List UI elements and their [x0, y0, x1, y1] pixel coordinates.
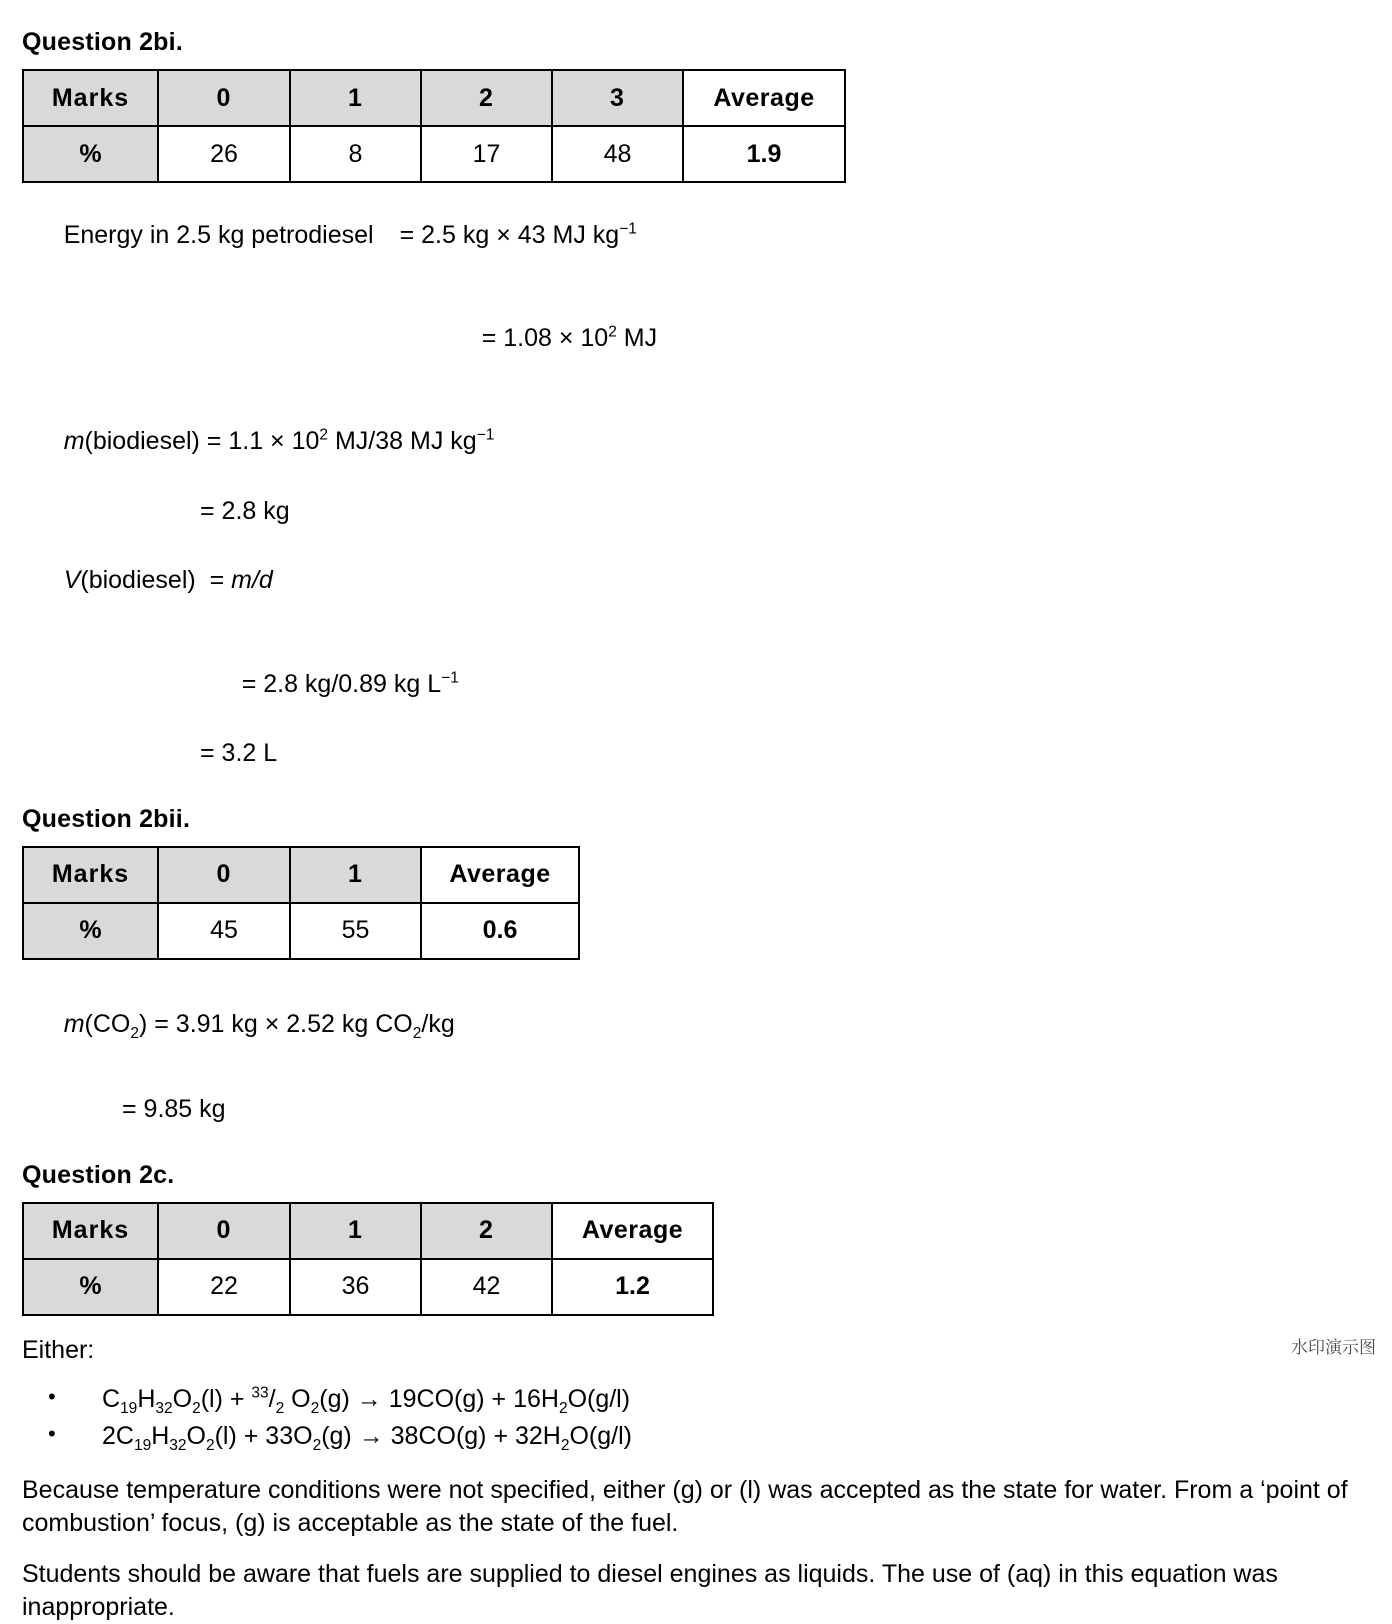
equation-list	[22, 1381, 1370, 1456]
page-title-2bii: Question 2bii.	[22, 804, 191, 833]
eq2-sub1: 19	[133, 1437, 152, 1455]
table-cell-average: 1.9	[683, 126, 845, 182]
eq1-frac-numerator: 33	[251, 1384, 269, 1402]
marks-table-2c	[22, 1202, 714, 1316]
working-value-energy: = 2.5 kg × 43 MJ kg	[399, 220, 620, 249]
eq2-mid5: (g) → 38CO(g) + 32H	[321, 1422, 561, 1451]
eq2-mid1: H	[151, 1422, 170, 1451]
working-volume-expr: (biodiesel) =	[80, 566, 232, 595]
working-energy-result-exp: 2	[608, 323, 617, 341]
working-energy-result: = 1.08 × 10	[481, 324, 609, 352]
working-line-co2-result: = 9.85 kg	[122, 1095, 226, 1123]
table-cell-percent-1: 36	[290, 1259, 421, 1315]
eq1-mid6: O(g/l)	[567, 1384, 631, 1413]
table-cell-percent-0: 22	[158, 1259, 290, 1315]
eq1-mid4: O	[284, 1384, 311, 1413]
eq1-sub1: 19	[120, 1399, 138, 1417]
working-co2-sub: 2	[130, 1024, 139, 1042]
eq2-sub2: 32	[169, 1437, 187, 1455]
table-header-mark-2: 2	[421, 70, 552, 126]
explanation-paragraph-1: Because temperature conditions were not specified, either (g) or (l) was accepted as the state for water. From a ‘point of combustion’ focus, (g) is acceptable as the state of the fuel.	[22, 1475, 1348, 1537]
eq2-sub5: 2	[560, 1437, 570, 1455]
working-line-volume-result: = 3.2 L	[200, 739, 278, 767]
eq1-fraction: $^{33}/_2$	[251, 1384, 285, 1417]
eq2-mid3: (l) + 33O	[214, 1422, 313, 1451]
working-co2-expr: ) = 3.91 kg × 2.52 kg CO	[138, 1009, 413, 1038]
working-volume-symbol: V	[63, 566, 81, 595]
table-cell-percent-0: 45	[158, 903, 290, 959]
table-row	[23, 126, 845, 182]
table-header-mark-1: 1	[290, 847, 421, 903]
table-cell-percent-1: 55	[290, 903, 421, 959]
table-header-mark-0: 0	[158, 1203, 290, 1259]
table-header-marks: Marks	[23, 70, 158, 126]
eq1-mid3: (l) +	[200, 1384, 252, 1413]
working-line-energy	[22, 185, 1370, 286]
table-header-marks: Marks	[23, 847, 158, 903]
working-line-energy-result	[22, 288, 1370, 389]
table-row	[23, 903, 579, 959]
table-header-mark-1: 1	[290, 70, 421, 126]
working-label-energy: Energy in 2.5 kg petrodiesel	[63, 220, 374, 249]
working-co2-sub2: 2	[412, 1024, 422, 1042]
table-row	[23, 1203, 713, 1259]
table-header-mark-1: 1	[290, 1203, 421, 1259]
eq2-part-pre: 2C	[102, 1422, 134, 1451]
either-label: Either:	[22, 1335, 95, 1364]
table-row	[23, 847, 579, 903]
table-header-mark-3: 3	[552, 70, 683, 126]
eq2-sub3: 2	[205, 1437, 215, 1455]
working-mass-exp: 2	[319, 426, 329, 444]
eq1-mid1: H	[137, 1384, 156, 1413]
table-header-mark-2: 2	[421, 1203, 552, 1259]
table-cell-percent-3: 48	[552, 126, 683, 182]
table-header-average: Average	[421, 847, 579, 903]
table-header-average: Average	[552, 1203, 713, 1259]
working-line-volume-sub	[22, 634, 1370, 735]
eq1-sub3: 2	[192, 1399, 201, 1417]
working-line-co2	[22, 974, 1370, 1075]
working-line-mass	[22, 392, 1370, 493]
explanation-paragraph-2: Students should be aware that fuels are supplied to diesel engines as liquids. The use of (aq) in this equation was inappropriate.	[22, 1559, 1278, 1621]
table-cell-percent-1: 8	[290, 126, 421, 182]
eq1-sub4: 2	[310, 1399, 320, 1417]
working-mass-unit: MJ/38 MJ kg	[328, 427, 477, 456]
working-mass-expr: (biodiesel) = 1.1 × 10	[84, 427, 320, 456]
working-co2-symbol: m	[63, 1009, 85, 1038]
table-cell-percent-2: 17	[421, 126, 552, 182]
table-cell-percent-label: %	[23, 1259, 158, 1315]
marks-table-2bii	[22, 846, 580, 960]
table-cell-percent-2: 42	[421, 1259, 552, 1315]
eq2-mid6: O(g/l)	[569, 1422, 632, 1451]
working-mass-symbol: m	[63, 427, 85, 456]
table-cell-average: 1.2	[552, 1259, 713, 1315]
table-cell-average: 0.6	[421, 903, 579, 959]
page-title-2bi: Question 2bi.	[22, 28, 183, 56]
eq2-mid2: O	[186, 1422, 206, 1451]
working-value-energy-exp: −1	[619, 220, 637, 238]
table-header-mark-0: 0	[158, 70, 290, 126]
eq2-sub4: 2	[312, 1437, 322, 1455]
eq1-sub2: 32	[155, 1399, 173, 1417]
eq1-mid5: (g) → 19CO(g) + 16H	[319, 1384, 559, 1413]
page-title-2c: Question 2c.	[22, 1160, 175, 1189]
eq1-part-pre: C	[102, 1384, 121, 1413]
working-co2-open: (CO	[84, 1009, 131, 1038]
table-header-marks: Marks	[23, 1203, 158, 1259]
table-header-average: Average	[683, 70, 845, 126]
working-volume-formula: m/d	[231, 566, 273, 595]
working-mass-unit-exp: −1	[476, 426, 495, 444]
table-cell-percent-label: %	[23, 903, 158, 959]
table-cell-percent-label: %	[23, 126, 158, 182]
eq1-frac-denominator: 2	[275, 1399, 285, 1417]
eq1-mid2: O	[172, 1384, 193, 1413]
table-row	[23, 1259, 713, 1315]
marks-table-2bi	[22, 69, 846, 183]
working-volume-sub-exp: −1	[441, 669, 459, 687]
list-item	[22, 1418, 1370, 1456]
list-item	[22, 1381, 1370, 1419]
working-energy-result-unit: MJ	[616, 324, 658, 352]
watermark-label: 水印演示图	[1291, 1338, 1376, 1357]
working-2bii	[22, 974, 1370, 1127]
working-line-volume	[22, 531, 1370, 632]
eq1-sub5: 2	[558, 1399, 568, 1417]
working-2bi	[22, 185, 1370, 771]
table-row	[23, 70, 845, 126]
table-cell-percent-0: 26	[158, 126, 290, 182]
table-header-mark-0: 0	[158, 847, 290, 903]
working-volume-sub-value: = 2.8 kg/0.89 kg L	[241, 669, 442, 698]
working-co2-unit: /kg	[421, 1009, 455, 1038]
working-line-mass-result: = 2.8 kg	[200, 496, 290, 525]
